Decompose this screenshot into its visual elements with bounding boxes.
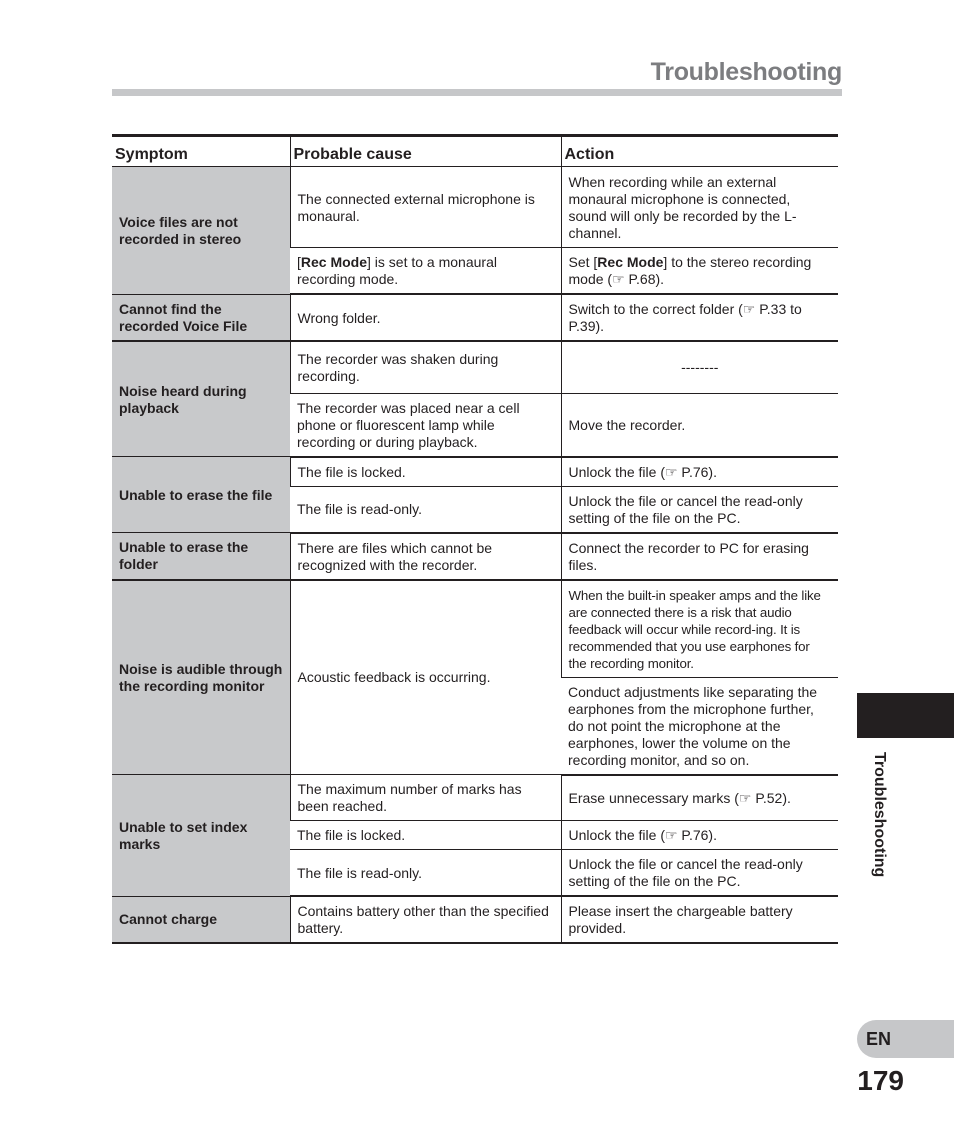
table-row: [112, 167, 838, 248]
action-cell: Erase unnecessary marks (☞ P.52).: [561, 775, 838, 821]
table-row: [112, 294, 838, 341]
action-cell: When the built-in speaker amps and the like are connected there is a risk that audio feedback will occur while record-ing. It is recommended that you use earphones for the recording monitor.: [561, 580, 838, 678]
table-row: [112, 341, 838, 393]
action-cell: Set [Rec Mode] to the stereo recording mode (☞ P.68).: [561, 248, 838, 295]
page-title: Troubleshooting: [650, 58, 842, 86]
action-cell: Unlock the file (☞ P.76).: [561, 457, 838, 487]
cause-cell: The recorder was placed near a cell phone or fluorescent lamp while recording or during playback.: [290, 393, 561, 457]
table-row: [112, 580, 838, 678]
cause-cell: Wrong folder.: [290, 294, 561, 341]
cause-cell: Contains battery other than the specified battery.: [290, 896, 561, 943]
language-label: EN: [866, 1029, 892, 1049]
action-cell: --------: [561, 341, 838, 393]
title-rule: [112, 89, 842, 96]
symptom-cell: Cannot charge: [112, 896, 290, 943]
action-cell: When recording while an external monaural microphone is connected, sound will only be recorded by the L-channel.: [561, 167, 838, 248]
symptom-cell: Noise is audible through the recording monitor: [112, 580, 290, 775]
header-action: Action: [561, 136, 838, 167]
table-row: [112, 896, 838, 943]
cause-cell: Acoustic feedback is occurring.: [290, 580, 561, 775]
cause-cell: There are files which cannot be recognized with the recorder.: [290, 533, 561, 580]
header-probable-cause: Probable cause: [290, 136, 561, 167]
page-number: 179: [857, 1065, 904, 1096]
action-cell: Unlock the file or cancel the read-only setting of the file on the PC.: [561, 850, 838, 897]
table-row: [112, 775, 838, 821]
troubleshooting-table: [112, 134, 838, 944]
symptom-cell: Unable to erase the folder: [112, 533, 290, 580]
action-cell: Conduct adjustments like separating the earphones from the microphone further, do not point the microphone at the earphones, lower the volume on the recording monitor, and so on.: [561, 677, 838, 775]
action-cell: Unlock the file (☞ P.76).: [561, 821, 838, 850]
cause-cell: The maximum number of marks has been reached.: [290, 775, 561, 821]
table-header-row: [112, 136, 838, 167]
symptom-cell: Unable to set index marks: [112, 775, 290, 897]
cause-cell: The recorder was shaken during recording.: [290, 341, 561, 393]
header-symptom: Symptom: [112, 136, 290, 167]
action-cell: Move the recorder.: [561, 393, 838, 457]
symptom-cell: Cannot find the recorded Voice File: [112, 294, 290, 341]
cause-cell: The file is read-only.: [290, 486, 561, 533]
action-cell: Switch to the correct folder (☞ P.33 to P.39).: [561, 294, 838, 341]
section-tab-marker: [857, 693, 954, 738]
table-row: [112, 457, 838, 487]
table-row: [112, 533, 838, 580]
symptom-cell: Voice files are not recorded in stereo: [112, 167, 290, 295]
cause-cell: The file is locked.: [290, 457, 561, 487]
cause-cell: [Rec Mode] is set to a monaural recording mode.: [290, 248, 561, 295]
cause-cell: The connected external microphone is monaural.: [290, 167, 561, 248]
action-cell: Please insert the chargeable battery provided.: [561, 896, 838, 943]
symptom-cell: Unable to erase the file: [112, 457, 290, 533]
section-side-label: Troubleshooting: [871, 752, 888, 878]
symptom-cell: Noise heard during playback: [112, 341, 290, 457]
cause-cell: The file is locked.: [290, 821, 561, 850]
action-cell: Connect the recorder to PC for erasing files.: [561, 533, 838, 580]
action-cell: Unlock the file or cancel the read-only setting of the file on the PC.: [561, 486, 838, 533]
cause-cell: The file is read-only.: [290, 850, 561, 897]
